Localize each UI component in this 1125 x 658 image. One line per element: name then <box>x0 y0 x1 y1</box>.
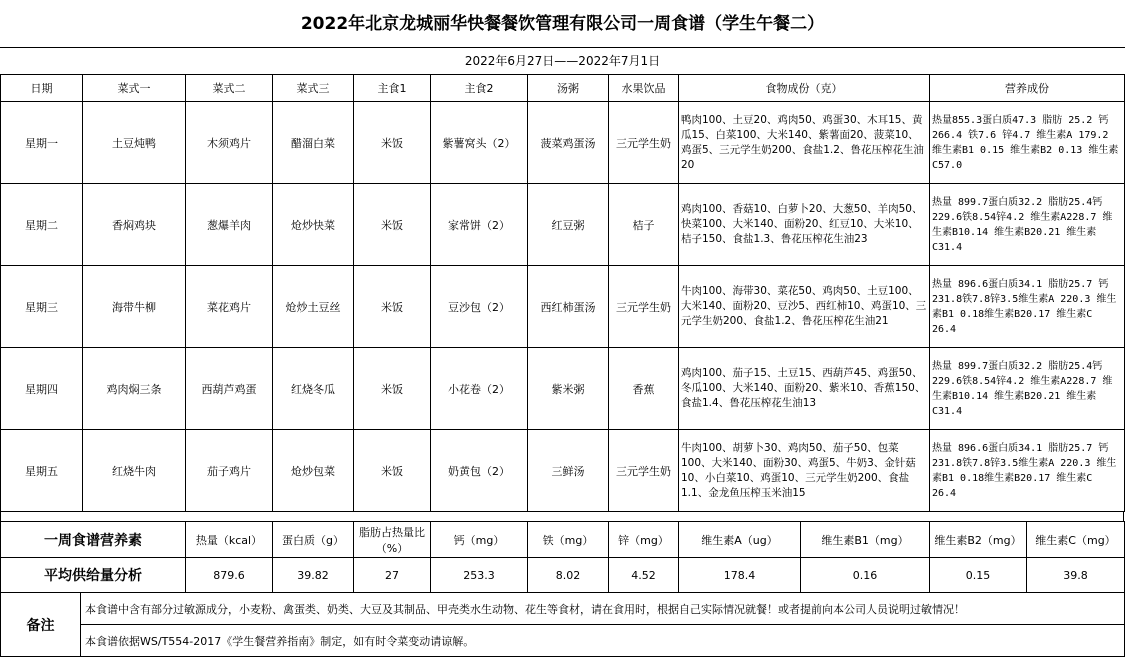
ingredients: 鸡肉100、香菇10、白萝卜20、大葱50、羊肉50、快菜100、大米140、面粉20、红豆10、大米10、桔子150、食盐1.3、鲁花压榨花生油23 <box>679 184 930 266</box>
nutrition: 热量 896.6蛋白质34.1 脂肪25.7 钙231.8铁7.8锌3.5维生素A 220.3 维生素B1 0.18维生素B20.17 维生素C 26.4 <box>930 430 1125 512</box>
nutrition-summary-table <box>0 521 1125 593</box>
ingredients: 鸡肉100、茄子15、土豆15、西葫芦45、鸡蛋50、冬瓜100、大米140、面粉20、紫米10、香蕉150、食盐1.4、鲁花压榨花生油13 <box>679 348 930 430</box>
dish3: 醋溜白菜 <box>273 102 354 184</box>
dish2: 西葫芦鸡蛋 <box>186 348 273 430</box>
fruit-drink: 三元学生奶 <box>609 102 679 184</box>
dish3: 红烧冬瓜 <box>273 348 354 430</box>
date-range: 2022年6月27日——2022年7月1日 <box>464 54 661 68</box>
soup: 菠菜鸡蛋汤 <box>528 102 609 184</box>
table-row <box>1 348 1125 430</box>
dish1: 鸡肉焖三条 <box>83 348 186 430</box>
notes-row <box>1 625 1125 657</box>
dish2: 木须鸡片 <box>186 102 273 184</box>
fruit-drink: 香蕉 <box>609 348 679 430</box>
dish2: 葱爆羊肉 <box>186 184 273 266</box>
header-date: 日期 <box>1 75 83 102</box>
table-row <box>1 184 1125 266</box>
summary-col-calcium: 钙（mg） <box>431 522 528 558</box>
ingredients: 鸭肉100、土豆20、鸡肉50、鸡蛋30、木耳15、黄瓜15、白菜100、大米140、紫薯面20、菠菜10、鸡蛋5、三元学生奶200、食盐1.2、鲁花压榨花生油20 <box>679 102 930 184</box>
dish3: 炝炒快菜 <box>273 184 354 266</box>
ingredients: 牛肉100、海带30、菜花50、鸡肉50、土豆100、大米140、面粉20、豆沙5、西红柿10、鸡蛋10、三元学生奶200、食盐1.2、鲁花压榨花生油21 <box>679 266 930 348</box>
nutrition: 热量 896.6蛋白质34.1 脂肪25.7 钙231.8铁7.8锌3.5维生素A 220.3 维生素B1 0.18维生素B20.17 维生素C 26.4 <box>930 266 1125 348</box>
table-spacer <box>0 512 1124 521</box>
header-dish1: 菜式一 <box>83 75 186 102</box>
day-label: 星期一 <box>1 102 83 184</box>
table-row <box>1 266 1125 348</box>
summary-value-vitamin-b1: 0.16 <box>801 558 930 593</box>
summary-value-vitamin-a: 178.4 <box>679 558 801 593</box>
summary-col-vitamin-c: 维生素C（mg） <box>1027 522 1125 558</box>
dish1: 红烧牛肉 <box>83 430 186 512</box>
dish2: 菜花鸡片 <box>186 266 273 348</box>
notes-row <box>1 593 1125 625</box>
day-label: 星期四 <box>1 348 83 430</box>
summary-value-fat-ratio: 27 <box>354 558 431 593</box>
weekly-menu-table <box>0 74 1125 512</box>
summary-value-iron: 8.02 <box>528 558 609 593</box>
day-label: 星期二 <box>1 184 83 266</box>
header-ingredients: 食物成份（克） <box>679 75 930 102</box>
staple1: 米饭 <box>354 348 431 430</box>
day-label: 星期三 <box>1 266 83 348</box>
summary-label-bottom: 平均供给量分析 <box>1 558 186 593</box>
menu-header-row <box>1 75 1125 102</box>
summary-col-zinc: 锌（mg） <box>609 522 679 558</box>
staple2: 奶黄包（2） <box>431 430 528 512</box>
summary-value-vitamin-b2: 0.15 <box>930 558 1027 593</box>
soup: 西红柿蛋汤 <box>528 266 609 348</box>
summary-value-zinc: 4.52 <box>609 558 679 593</box>
soup: 紫米粥 <box>528 348 609 430</box>
staple2: 紫薯窝头（2） <box>431 102 528 184</box>
dish2: 茄子鸡片 <box>186 430 273 512</box>
header-staple2: 主食2 <box>431 75 528 102</box>
ingredients: 牛肉100、胡萝卜30、鸡肉50、茄子50、包菜100、大米140、面粉30、鸡蛋5、牛奶3、金针菇10、小白菜10、鸡蛋10、三元学生奶200、食盐1.1、金龙鱼压榨玉米油15 <box>679 430 930 512</box>
summary-col-vitamin-b1: 维生素B1（mg） <box>801 522 930 558</box>
summary-values-row <box>1 558 1125 593</box>
nutrition: 热量855.3蛋白质47.3 脂肪 25.2 钙 266.4 铁7.6 锌4.7 维生素A 179.2 维生素B1 0.15 维生素B2 0.13 维生素C57.0 <box>930 102 1125 184</box>
dish3: 炝炒土豆丝 <box>273 266 354 348</box>
staple1: 米饭 <box>354 266 431 348</box>
table-row <box>1 430 1125 512</box>
nutrition: 热量 899.7蛋白质32.2 脂肪25.4钙229.6铁8.54锌4.2 维生素A228.7 维生素B10.14 维生素B20.21 维生素C31.4 <box>930 184 1125 266</box>
header-fruit: 水果饮品 <box>609 75 679 102</box>
fruit-drink: 桔子 <box>609 184 679 266</box>
summary-label-top: 一周食谱营养素 <box>1 522 186 558</box>
header-dish2: 菜式二 <box>186 75 273 102</box>
summary-value-protein: 39.82 <box>273 558 354 593</box>
dish3: 炝炒包菜 <box>273 430 354 512</box>
nutrition: 热量 899.7蛋白质32.2 脂肪25.4钙229.6铁8.54锌4.2 维生素A228.7 维生素B10.14 维生素B20.21 维生素C31.4 <box>930 348 1125 430</box>
summary-col-vitamin-b2: 维生素B2（mg） <box>930 522 1027 558</box>
notes-line-allergen: 本食谱中含有部分过敏源成分，小麦粉、禽蛋类、奶类、大豆及其制品、甲壳类水生动物、花生等食材，请在食用时，根据自己实际情况就餐！或者提前向本公司人员说明过敏情况！ <box>81 593 1125 625</box>
dish1: 海带牛柳 <box>83 266 186 348</box>
soup: 三鲜汤 <box>528 430 609 512</box>
summary-col-iron: 铁（mg） <box>528 522 609 558</box>
header-dish3: 菜式三 <box>273 75 354 102</box>
staple1: 米饭 <box>354 430 431 512</box>
notes-label: 备注 <box>1 593 81 657</box>
summary-col-fat-ratio: 脂肪占热量比（%） <box>354 522 431 558</box>
summary-col-vitamin-a: 维生素A（ug） <box>679 522 801 558</box>
day-label: 星期五 <box>1 430 83 512</box>
dish1: 土豆炖鸭 <box>83 102 186 184</box>
summary-col-protein: 蛋白质（g） <box>273 522 354 558</box>
fruit-drink: 三元学生奶 <box>609 430 679 512</box>
staple2: 小花卷（2） <box>431 348 528 430</box>
staple1: 米饭 <box>354 184 431 266</box>
header-staple1: 主食1 <box>354 75 431 102</box>
header-nutrition: 营养成份 <box>930 75 1125 102</box>
summary-value-calcium: 253.3 <box>431 558 528 593</box>
summary-col-energy: 热量（kcal） <box>186 522 273 558</box>
staple2: 家常饼（2） <box>431 184 528 266</box>
fruit-drink: 三元学生奶 <box>609 266 679 348</box>
summary-header-row <box>1 522 1125 558</box>
summary-value-vitamin-c: 39.8 <box>1027 558 1125 593</box>
table-row <box>1 102 1125 184</box>
notes-line-standard: 本食谱依据WS/T554-2017《学生餐营养指南》制定，如有时令菜变动请谅解。 <box>81 625 1125 657</box>
staple2: 豆沙包（2） <box>431 266 528 348</box>
header-soup: 汤粥 <box>528 75 609 102</box>
staple1: 米饭 <box>354 102 431 184</box>
summary-value-energy: 879.6 <box>186 558 273 593</box>
dish1: 香焖鸡块 <box>83 184 186 266</box>
soup: 红豆粥 <box>528 184 609 266</box>
page-title: 2022年北京龙城丽华快餐餐饮管理有限公司一周食谱（学生午餐二） <box>0 0 1125 48</box>
notes-table <box>0 592 1125 657</box>
